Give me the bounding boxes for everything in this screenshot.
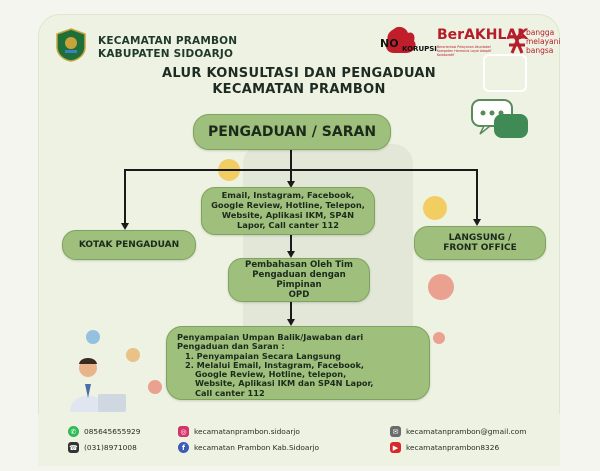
penyampaian-item: 2. Melalui Email, Instagram, Facebook, xyxy=(185,359,365,370)
whatsapp-number: 085645655929 xyxy=(84,427,141,436)
instagram-handle: kecamatanprambon.sidoarjo xyxy=(194,427,300,436)
flow-box-pembahasan xyxy=(228,258,370,302)
instagram-icon: ◎ xyxy=(178,426,189,437)
deco-badge-3 xyxy=(148,380,162,394)
facebook-icon: f xyxy=(178,442,189,453)
connector-main-down xyxy=(290,148,292,182)
deco-badge-1 xyxy=(86,330,100,344)
bangga-word-3: bangsa xyxy=(526,46,554,55)
infographic-card xyxy=(38,14,560,466)
phone-icon: ☎ xyxy=(69,443,78,452)
connector-pembahasan-down xyxy=(290,300,292,320)
penyampaian-item: Google Review, Hotline, telepon, xyxy=(195,369,347,380)
contact-footer xyxy=(38,414,560,466)
berakhlak-subtitle: Berorientasi Pelayanan Akuntabel Kompeten Harmonis Loyal Adaptif Kolaboratif xyxy=(437,45,492,57)
pembahasan-line: Pengaduan dengan Pimpinan xyxy=(252,270,346,290)
flow-box-penyampaian xyxy=(166,326,430,400)
chat-bubble-icon xyxy=(470,98,530,142)
channels-line: Email, Instagram, Facebook, xyxy=(221,190,355,201)
penyampaian-item: 1. Penyampaian Secara Langsung xyxy=(185,350,341,361)
pembahasan-line: OPD xyxy=(288,290,310,300)
langsung-line: FRONT OFFICE xyxy=(443,243,517,253)
page-title-line1: ALUR KONSULTASI DAN PENGADUAN xyxy=(162,66,436,81)
district-seal-icon xyxy=(54,28,88,62)
arrow-head-langsung xyxy=(473,219,481,226)
arrow-head-penyampaian xyxy=(287,319,295,326)
connector-left-down xyxy=(124,169,126,224)
no-corruption-icon xyxy=(376,25,437,59)
org-name-line1: KECAMATAN PRAMBON xyxy=(98,35,238,47)
email-address: kecamatanprambon@gmail.com xyxy=(406,427,527,436)
langsung-line: LANGSUNG / xyxy=(448,233,512,243)
arrow-head-pembahasan xyxy=(287,251,295,258)
korupsi-text: KORUPSI xyxy=(402,45,437,53)
connector-horizontal xyxy=(124,169,477,171)
bangga-word-2: melayani xyxy=(526,37,561,46)
penyampaian-item: Call canter 112 xyxy=(195,387,265,398)
connector-right-down xyxy=(476,169,478,221)
flow-box-pengaduan-saran: PENGADUAN / SARAN xyxy=(193,114,391,150)
flow-box-langsung xyxy=(414,226,546,260)
berakhlak-logo-icon: BerAKHLAK xyxy=(437,27,529,43)
phone-number: (031)8971008 xyxy=(84,443,137,452)
youtube-icon: ▶ xyxy=(390,442,401,453)
flow-box-kotak-pengaduan: KOTAK PENGADUAN xyxy=(62,230,196,260)
email-icon: ✉ xyxy=(390,426,401,437)
youtube-channel: kecamatanprambon8326 xyxy=(406,443,500,452)
whatsapp-icon: ✆ xyxy=(68,426,79,437)
deco-badge-2 xyxy=(126,348,140,362)
no-prefix: NO xyxy=(380,37,399,50)
officer-illustration xyxy=(58,354,128,414)
channels-line: Lapor, Call canter 112 xyxy=(236,219,340,230)
penyampaian-item: Website, Aplikasi IKM dan SP4N Lapor, xyxy=(195,378,374,389)
deco-emoji-2 xyxy=(423,196,447,220)
penyampaian-heading: Penyampaian Umpan Balik/Jawaban dari xyxy=(177,332,364,342)
pembahasan-line: Pembahasan Oleh Tim xyxy=(245,260,353,270)
org-name-line2: KABUPATEN SIDOARJO xyxy=(98,48,234,60)
penyampaian-heading: Pengaduan dan Saran : xyxy=(177,341,285,352)
deco-badge-4 xyxy=(433,332,445,344)
facebook-page: kecamatan Prambon Kab.Sidoarjo xyxy=(194,443,320,452)
channels-line: Website, Aplikasi IKM, SP4N xyxy=(221,210,355,220)
channels-line: Google Review, Hotline, Telepon, xyxy=(211,200,365,211)
arrow-head-kotak xyxy=(121,223,129,230)
deco-like-icon xyxy=(428,274,454,300)
flow-box-channels xyxy=(201,187,375,235)
bangga-word-1: bangga xyxy=(526,28,555,37)
page-title-line2: KECAMATAN PRAMBON xyxy=(212,82,386,97)
